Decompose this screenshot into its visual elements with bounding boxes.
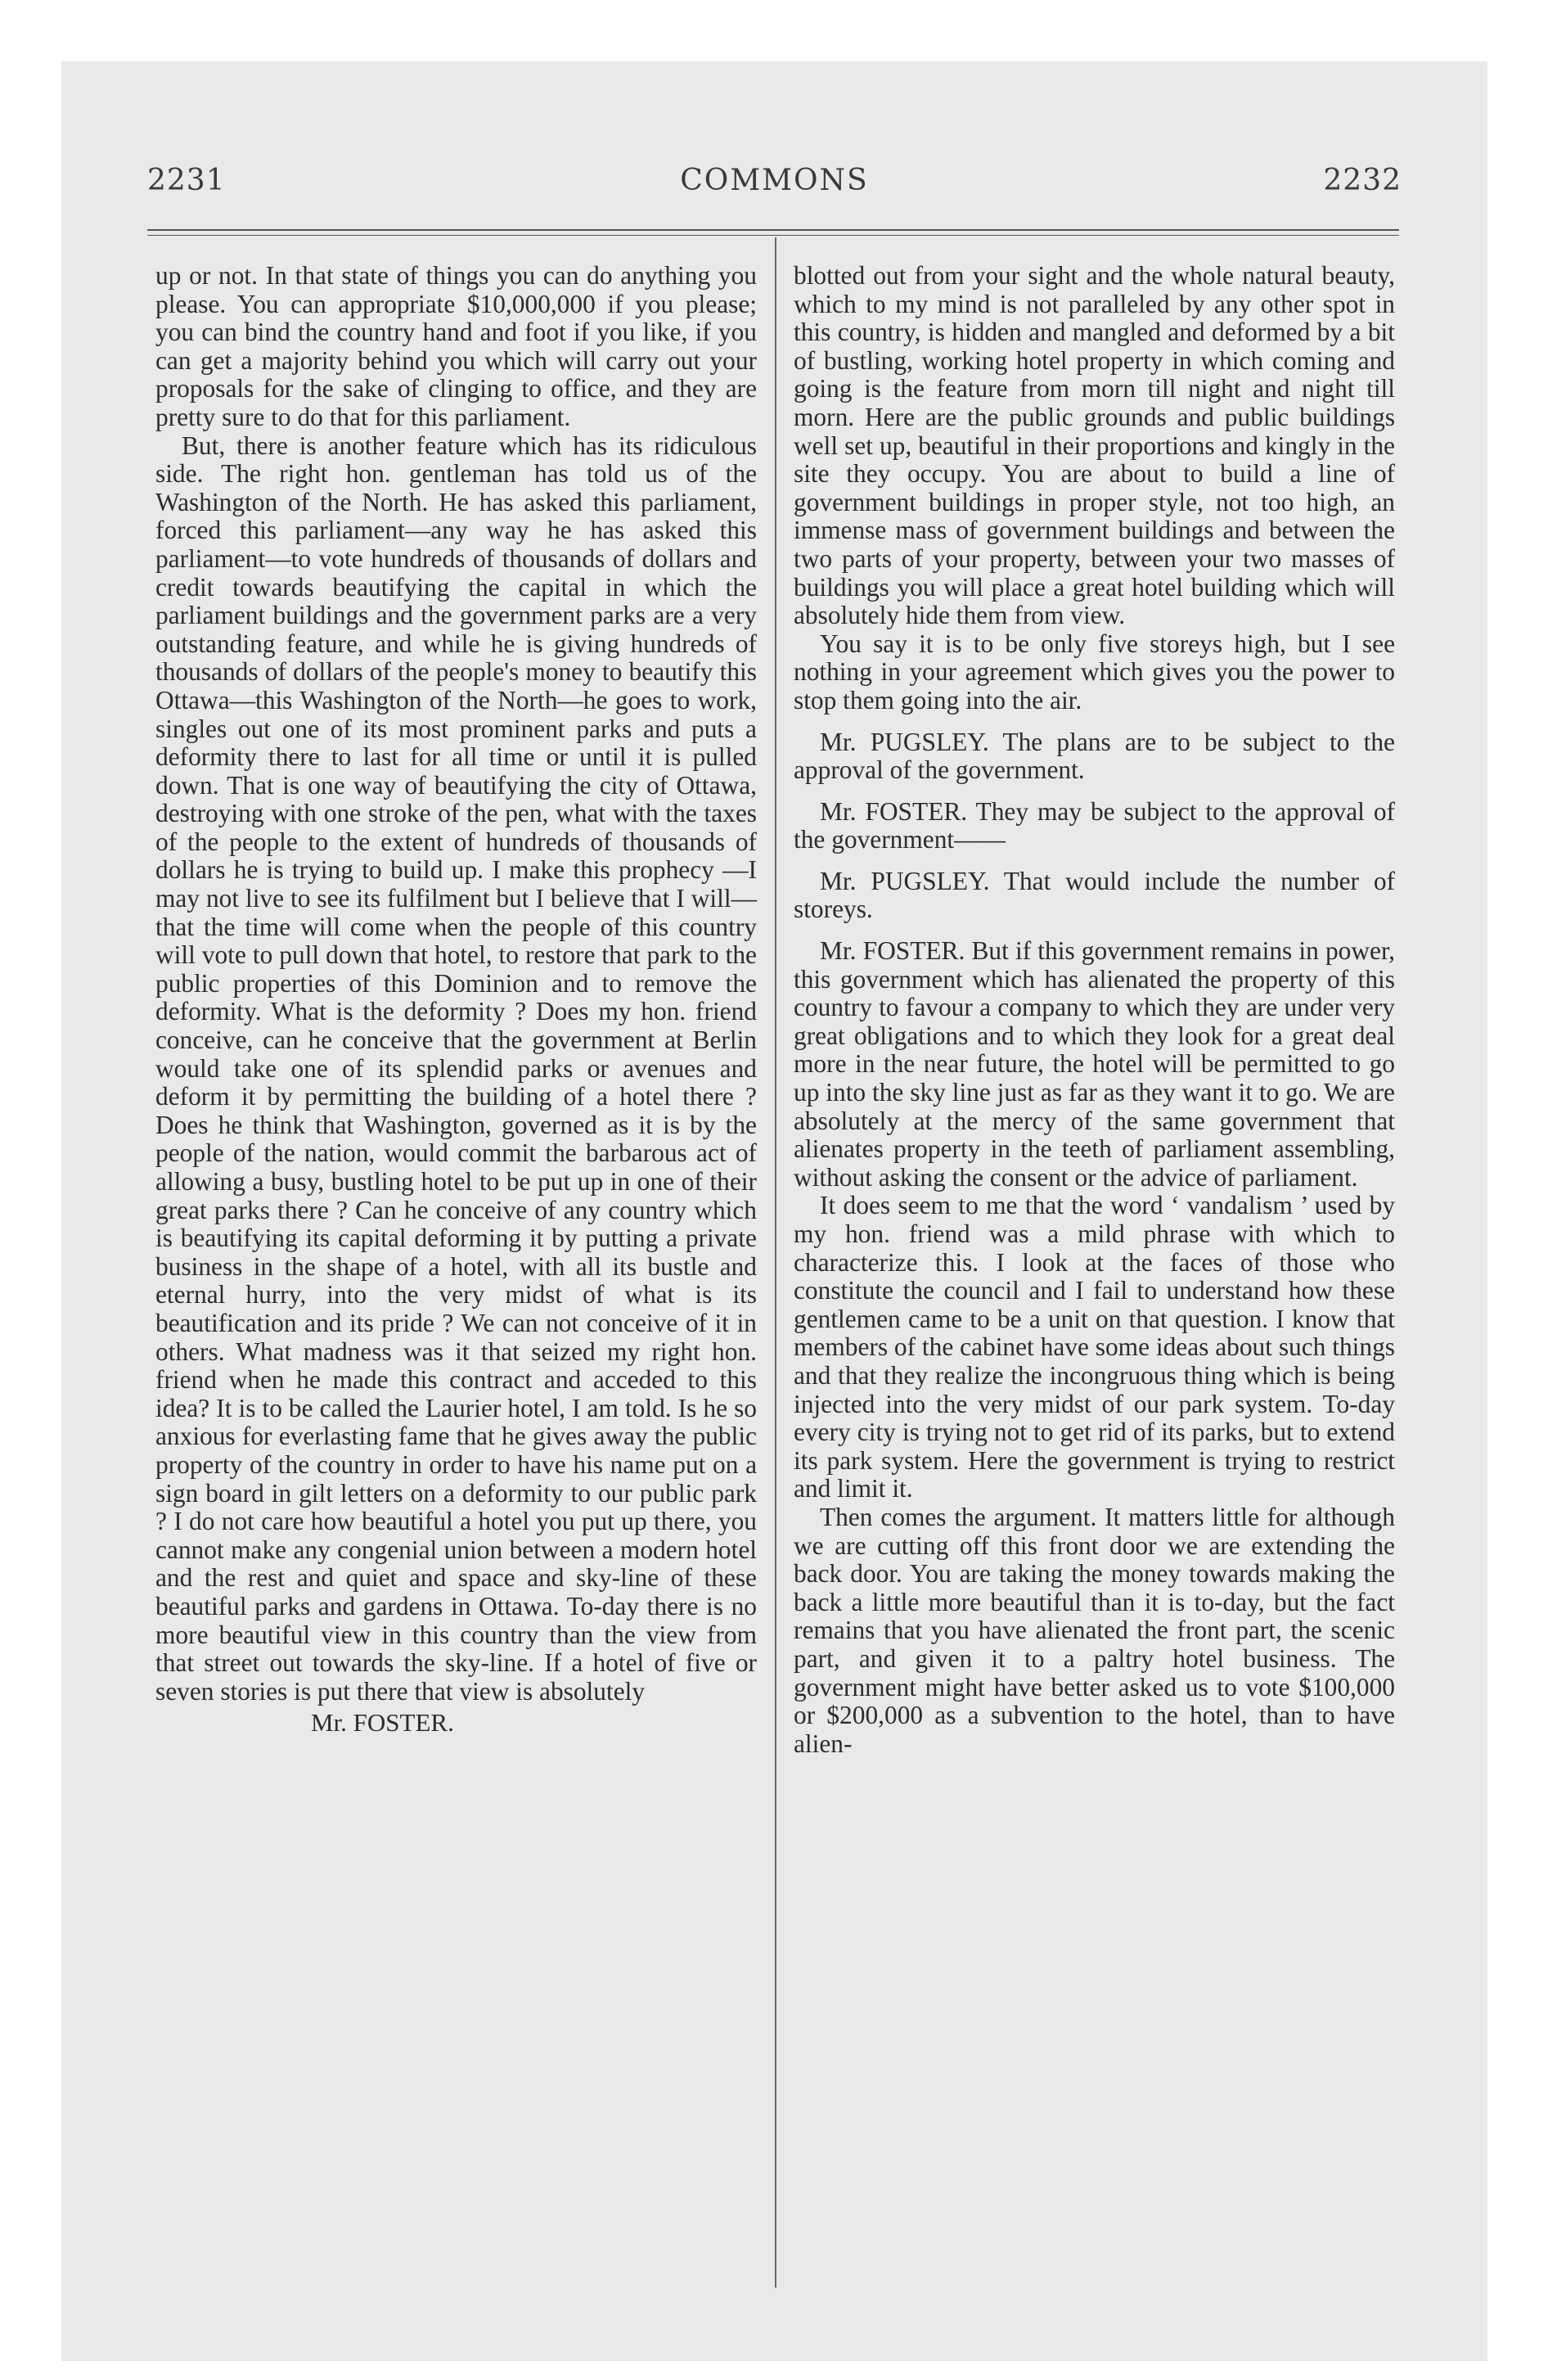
- speech-pugsley: Mr. PUGSLEY. That would include the number of storeys.: [794, 866, 1395, 924]
- paragraph: But, there is another feature which has its ridiculous side. The right hon. gentleman has told us of the Washington of the North. He has asked this parliament, forced this parliament—any way he has asked this parliament—to vote hundreds of thousands of dollars and credit towards beautifying the capital in which the parliament buildings and the government parks are a very outstanding feature, and while he is giving hundreds of thousands of dollars of the people's money to beautify this Ottawa—this Washington of the North—he goes to work, singles out one of its most prominent parks and puts a deformity there to last for all time or until it is pulled down. That is one way of beautifying the city of Ottawa, destroying with one stroke of the pen, what with the taxes of the people to the extent of hundreds of thousands of dollars he is trying to build up. I make this prophecy —I may not live to see its fulfilment but I believe that I will—that the time will come when the people of this country will vote to pull down that hotel, to restore that park to the public properties of this Dominion and to remove the deformity. What is the deformity ? Does my hon. friend conceive, can he conceive that the government at Berlin would take one of its splendid parks or avenues and deform it by permitting the building of a hotel there ? Does he think that Washington, governed as it is by the people of the nation, would commit the barbarous act of allowing a busy, bustling hotel to be put up in one of their great parks there ? Can he conceive of any country which is beautifying its capital deforming it by putting a private business in the shape of a hotel, with all its bustle and eternal hurry, into the very midst of what is its beautification and its pride ? We can not conceive of it in others. What madness was it that seized my right hon. friend when he made this contract and acceded to this idea? It is to be called the Laurier hotel, I am told. Is he so anxious for everlasting fame that he gives away the public property of the country in order to have his name put on a sign board in gilt letters on a deformity to our public park ? I do not care how beautiful a hotel you put up there, you cannot make any congenial union between a modern hotel and the rest and quiet and space and sky-line of these beautiful parks and gardens in Ottawa. To-day there is no more beautiful view in this country than the view from that street out towards the sky-line. If a hotel of five or seven stories is put there that view is absolutely: [155, 430, 757, 1706]
- speech-foster: Mr. FOSTER. But if this government remains in power, this government which has alienated the property of this country to favour a company to which they are under very great obligations and to which they look for a great deal more in the near future, the hotel will be permitted to go up into the sky line just as far as they want it to go. We are absolutely at the mercy of the same government that alienates property in the teeth of parliament assembling, without asking the consent or the advice of parliament.: [794, 936, 1395, 1192]
- paragraph: up or not. In that state of things you can do anything you please. You can appropriate $10,000,000 if you please; you can bind the country hand and foot if you like, if you can get a majority behind you which will carry out your proposals for the sake of clinging to office, and they are pretty sure to do that for this parliament.: [155, 261, 757, 431]
- speech-pugsley: Mr. PUGSLEY. The plans are to be subject to the approval of the government.: [794, 727, 1395, 785]
- left-column: [155, 262, 757, 1738]
- header-rule-thin: [147, 235, 1399, 236]
- header-rule: [147, 229, 1399, 231]
- page-number-left: 2231: [147, 164, 226, 197]
- page-title: COMMONS: [680, 164, 869, 197]
- paragraph: You say it is to be only five storeys high, but I see nothing in your agreement which gives you the power to stop them going into the air.: [794, 629, 1395, 714]
- page-header: [61, 164, 1487, 213]
- paragraph: Then comes the argument. It matters little for although we are cutting off this front door we are extending the back door. You are taking the money towards making the back a little more beautiful than it is to-day, but the fact remains that you have alienated the front part, the scenic part, and given it to a paltry hotel business. The government might have better asked us to vote $100,000 or $200,000 as a subvention to the hotel, than to have alien-: [794, 1502, 1395, 1758]
- paragraph: blotted out from your sight and the whole natural beauty, which to my mind is not paralleled by any other spot in this country, is hidden and mangled and deformed by a bit of bustling, working hotel property in which coming and going is the feature from morn till night and night till morn. Here are the public grounds and public buildings well set up, beautiful in their proportions and kingly in the site they occupy. You are about to build a line of government buildings in proper style, not too high, an immense mass of government buildings and between the two parts of your property, between your two masses of buildings you will place a great hotel building which will absolutely hide them from view.: [794, 261, 1395, 630]
- speech-foster: Mr. FOSTER. They may be subject to the approval of the government——: [794, 796, 1395, 854]
- column-divider: [775, 237, 776, 2288]
- right-column: [794, 262, 1395, 1758]
- speaker-signature: Mr. FOSTER.: [311, 1708, 454, 1738]
- paragraph: It does seem to me that the word ‘ vandalism ’ used by my hon. friend was a mild phrase with which to characterize this. I look at the faces of those who constitute the council and I fail to understand how these gentlemen came to be a unit on that question. I know that members of the cabinet have some ideas about such things and that they realize the incongruous thing which is being injected into the very midst of our park system. To-day every city is trying not to get rid of its parks, but to extend its park system. Here the government is trying to restrict and limit it.: [794, 1191, 1395, 1503]
- page-sheet: [61, 61, 1487, 2361]
- page-number-right: 2232: [1323, 164, 1402, 197]
